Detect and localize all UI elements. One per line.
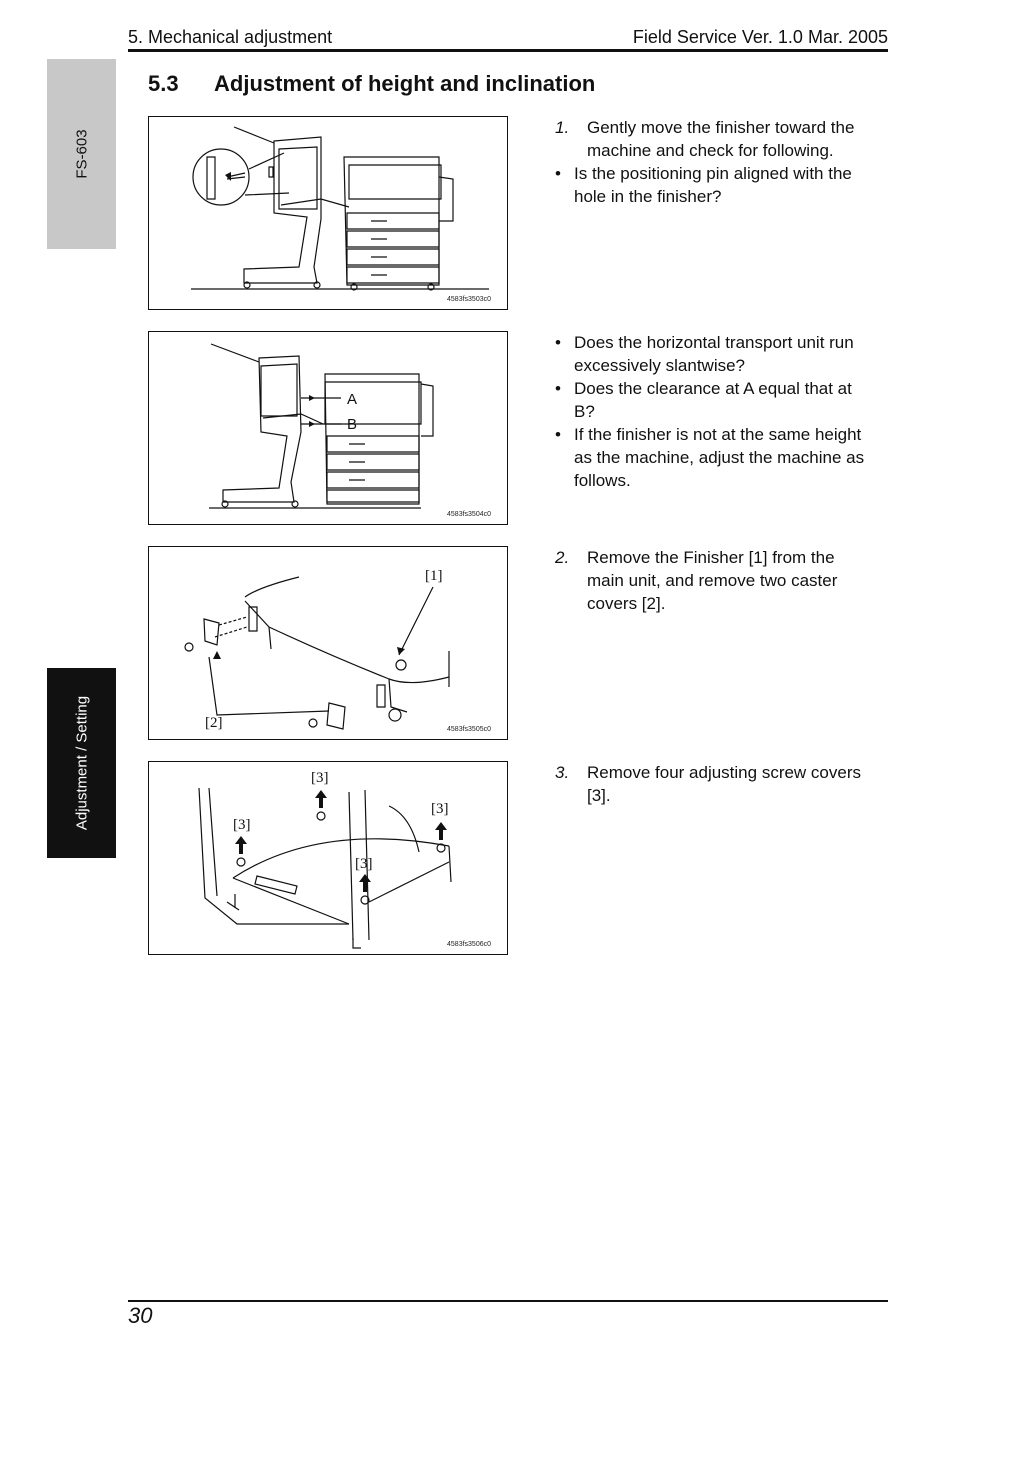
side-tab-section bbox=[47, 668, 116, 858]
figure-4-code: 4583fs3506c0 bbox=[447, 941, 491, 948]
step-2 bbox=[555, 546, 890, 615]
figure-1-illustration bbox=[149, 117, 507, 309]
header-chapter: 5. Mechanical adjustment bbox=[128, 27, 333, 47]
step-3 bbox=[555, 761, 890, 807]
step-number: 2. bbox=[555, 548, 570, 567]
bullet-text: Does the clearance at A equal that at B? bbox=[574, 379, 852, 421]
side-tab-product bbox=[47, 59, 116, 249]
figure-2-label-a: A bbox=[347, 391, 358, 408]
figure-3-label-1: [1] bbox=[425, 568, 443, 584]
bullet-text: If the finisher is not at the same height as the machine, adjust the machine as follows. bbox=[574, 425, 865, 490]
side-tab-product-label: FS-603 bbox=[73, 129, 90, 179]
figure-4-label-3-top: [3] bbox=[311, 770, 329, 786]
bullet-item bbox=[555, 423, 890, 492]
figure-3-code: 4583fs3505c0 bbox=[447, 726, 491, 733]
figure-4-label-3-center: [3] bbox=[355, 856, 373, 872]
bullet-marker: • bbox=[555, 164, 561, 183]
bullet-text: Does the horizontal transport unit run excessively slantwise? bbox=[574, 333, 854, 375]
figure-2-illustration bbox=[149, 332, 507, 524]
section-title: Adjustment of height and inclination bbox=[214, 71, 596, 96]
header-edition: Field Service Ver. 1.0 Mar. 2005 bbox=[632, 27, 888, 47]
bullet-item bbox=[555, 331, 890, 377]
figure-4-label-3-right: [3] bbox=[431, 801, 449, 817]
figure-positioning-pin bbox=[148, 116, 508, 310]
step-text: Gently move the finisher toward the machine and check for following. bbox=[587, 118, 855, 160]
side-tab-section-label: Adjustment / Setting bbox=[73, 695, 90, 831]
figure-adjusting-screw-covers bbox=[148, 761, 508, 955]
bullet-item bbox=[555, 377, 890, 423]
step-number: 3. bbox=[555, 763, 570, 782]
page-number: 30 bbox=[128, 1303, 153, 1328]
step-text: Remove the Finisher [1] from the main unit, and remove two caster covers [2]. bbox=[587, 548, 838, 613]
figure-4-illustration bbox=[149, 762, 507, 954]
bullet-item bbox=[555, 162, 890, 208]
figure-2-label-b: B bbox=[347, 416, 358, 433]
step-number: 1. bbox=[555, 118, 570, 137]
header-rule bbox=[128, 49, 888, 52]
bullet-text: Is the positioning pin aligned with the hole in the finisher? bbox=[574, 164, 852, 206]
figure-2-code: 4583fs3504c0 bbox=[447, 511, 491, 518]
section-number: 5.3 bbox=[148, 71, 179, 96]
step-2-instruction bbox=[555, 546, 890, 615]
bullet-marker: • bbox=[555, 379, 561, 398]
footer-rule bbox=[128, 1300, 888, 1302]
figure-3-illustration bbox=[149, 547, 507, 739]
figure-clearance-ab bbox=[148, 331, 508, 525]
figure-1-code: 4583fs3503c0 bbox=[447, 296, 491, 303]
figure-3-label-2: [2] bbox=[205, 715, 223, 731]
figure-4-label-3-left: [3] bbox=[233, 817, 251, 833]
step-1 bbox=[555, 116, 890, 208]
step-1-checks bbox=[555, 331, 890, 492]
bullet-marker: • bbox=[555, 333, 561, 352]
figure-caster-covers bbox=[148, 546, 508, 740]
step-1-instruction bbox=[555, 116, 890, 162]
bullet-marker: • bbox=[555, 425, 561, 444]
step-3-instruction bbox=[555, 761, 890, 807]
step-text: Remove four adjusting screw covers [3]. bbox=[587, 763, 862, 805]
